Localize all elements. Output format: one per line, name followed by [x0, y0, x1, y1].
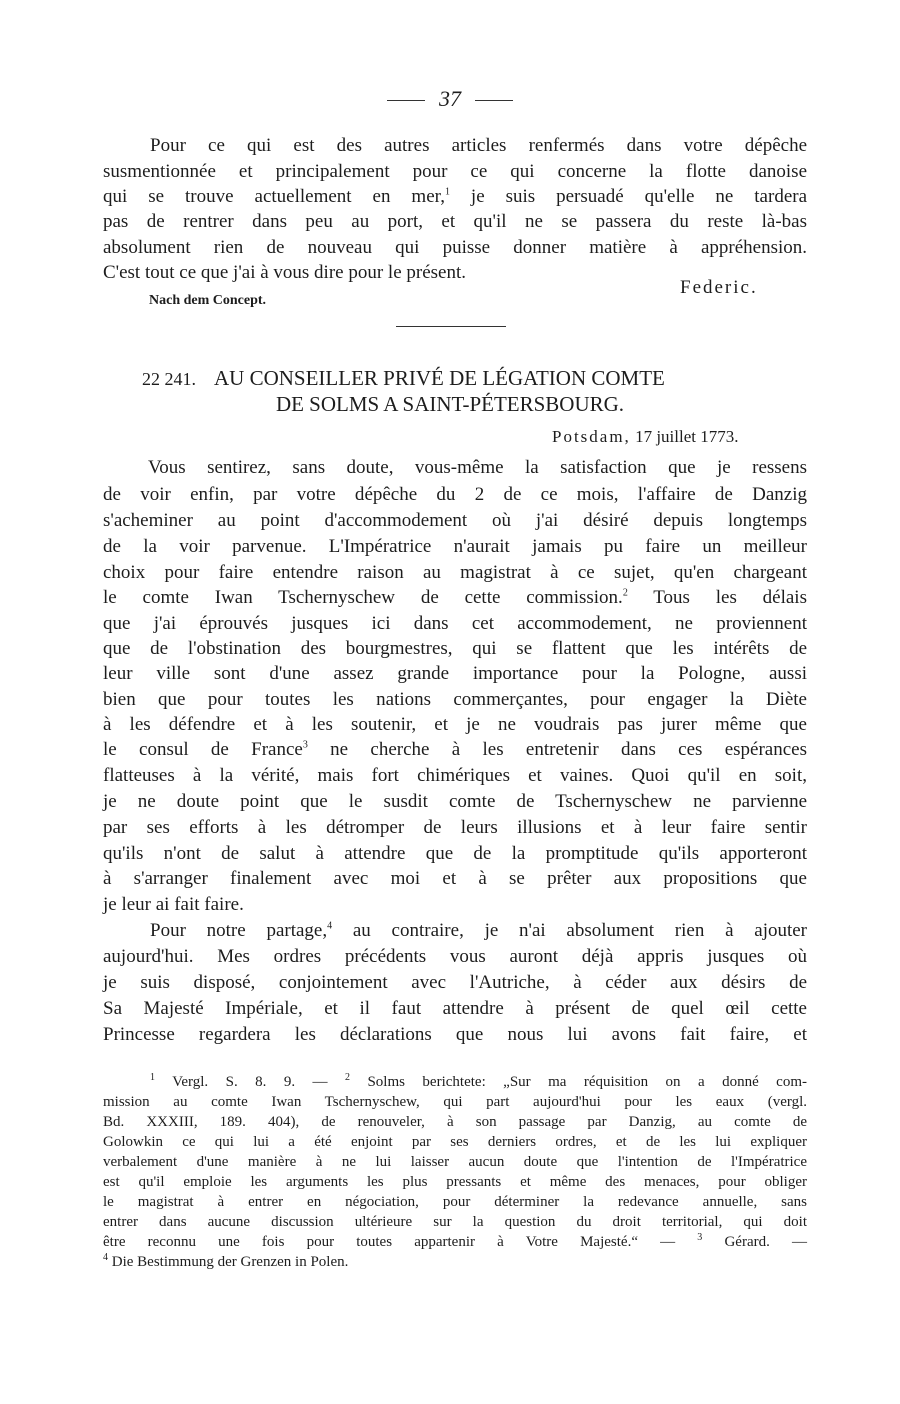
footnote-line: verbalement d'une manière à ne lui laisser aucun doute que l'intention de l'Impératrice — [103, 1154, 807, 1170]
text-line: aujourd'hui. Mes ordres précédents vous auront déjà appris jusques où — [103, 946, 807, 967]
header-dash-right — [475, 100, 513, 101]
text-line: pas de rentrer dans peu au port, et qu'il ne se passera du reste là-bas — [103, 211, 807, 232]
letter-place: Potsdam, — [552, 427, 631, 446]
footnote-line: le magistrat à entrer en négociation, pour déterminer la redevance annuelle, sans — [103, 1194, 807, 1210]
footnote-line: $^1$ Vergl. S. 8. 9. — $^2$ Solms berichtete: „Sur ma réquisition on a donné com- — [150, 1072, 808, 1090]
text-line: flatteuses à la vérité, mais fort chimériques et vaines. Quoi qu'il en soit, — [103, 765, 807, 786]
footnote-line: $^4$ Die Bestimmung der Grenzen in Polen. — [103, 1252, 349, 1270]
text-line: de la voir parvenue. L'Impératrice n'aurait jamais pu faire un meilleur — [103, 536, 807, 557]
text-line: par ses efforts à les détromper de leurs illusions et à leur faire sentir — [103, 817, 807, 838]
letter-number: 22 241. — [142, 369, 196, 389]
text-line: C'est tout ce que j'ai à vous dire pour le présent. — [103, 262, 466, 283]
text-line: bien que pour toutes les nations commerçantes, pour engager la Diète — [103, 689, 807, 710]
text-line: que de l'obstination des bourgmestres, qui se flattent que les intérêts de — [103, 638, 807, 659]
page-number: 37 — [439, 86, 461, 111]
footnote-line: Bd. XXXIII, 189. 404), de renouveler, à son passage par Danzig, au comte de — [103, 1114, 807, 1130]
letter-title-line1: AU CONSEILLER PRIVÉ DE LÉGATION COMTE — [214, 366, 665, 390]
text-line: je leur ai fait faire. — [103, 894, 244, 915]
text-line: choix pour faire entendre raison au magistrat à ce sujet, qu'en chargeant — [103, 562, 807, 583]
text-line: Pour ce qui est des autres articles renfermés dans votre dépêche — [150, 135, 807, 156]
text-line: s'acheminer au point d'accommodement où j'ai désiré depuis longtemps — [103, 510, 807, 531]
footnote-line: mission au comte Iwan Tschernyschew, qui part aujourd'hui pour les eaux (vergl. — [103, 1094, 807, 1110]
letter-title-line2: DE SOLMS A SAINT-PÉTERSBOURG. — [275, 392, 625, 416]
signature: Federic. — [680, 277, 758, 298]
text-line: qu'ils n'ont de salut à attendre que de la promptitude qu'ils apporteront — [103, 843, 807, 864]
letter-heading — [142, 366, 665, 391]
text-line: je suis disposé, conjointement avec l'Autriche, à céder aux désirs de — [103, 972, 807, 993]
text-line: susmentionnée et principalement pour ce qui concerne la flotte danoise — [103, 161, 807, 182]
footnote-mark: 1 — [444, 186, 450, 198]
text-line: Pour notre partage,$^4$ au contraire, je n'ai absolument rien à ajouter — [150, 920, 808, 941]
footnote-line: est qu'il emploie les arguments les plus pressants et même des menaces, pour obliger — [103, 1174, 807, 1190]
text-line: leur ville sont d'une assez grande importance pour la Pologne, aussi — [103, 663, 807, 684]
text-line: de voir enfin, par votre dépêche du 2 de ce mois, l'affaire de Danzig — [103, 484, 807, 505]
text-line: Vous sentirez, sans doute, vous-même la satisfaction que je ressens — [148, 457, 807, 478]
letter-dateline — [552, 427, 738, 447]
text-line: à les défendre et à les soutenir, et je ne voudrais pas jurer même que — [103, 714, 807, 735]
footnote-line: Golowkin ce qui lui a été enjoint par ses derniers ordres, et de les lui expliquer — [103, 1134, 807, 1150]
text-line: Princesse regardera les déclarations que nous lui avons fait faire, et — [103, 1024, 807, 1045]
text-line: le consul de France$^3$ ne cherche à les entretenir dans ces espérances — [103, 739, 807, 760]
footnote-mark: 4 — [327, 920, 333, 932]
footnote-line: entrer dans aucune discussion ultérieure sur la question du droit territorial, qui doit — [103, 1214, 807, 1230]
text-line: le comte Iwan Tschernyschew de cette commission.$^2$ Tous les délais — [103, 587, 807, 608]
footnote-mark: 2 — [622, 587, 628, 599]
text-line: Sa Majesté Impériale, et il faut attendre à présent de quel œil cette — [103, 998, 807, 1019]
source-note: Nach dem Concept. — [149, 293, 267, 308]
page-header — [0, 86, 900, 112]
text-line: que j'ai éprouvés jusques ici dans cet accommodement, ne proviennent — [103, 613, 807, 634]
letter-date: 17 juillet 1773. — [635, 427, 739, 446]
section-divider — [396, 326, 506, 327]
text-line: absolument rien de nouveau qui puisse donner matière à appréhension. — [103, 237, 807, 258]
text-line: je ne doute point que le susdit comte de Tschernyschew ne parvienne — [103, 791, 807, 812]
footnote-line: être reconnu une fois pour toutes appartenir à Votre Majesté.“ — $^3$ Gérard. — — [103, 1232, 807, 1250]
header-dash-left — [387, 100, 425, 101]
text-line: à s'arranger finalement avec moi et à se prêter aux propositions que — [103, 868, 807, 889]
text-line: qui se trouve actuellement en mer,$^1$ je suis persuadé qu'elle ne tardera — [103, 186, 808, 207]
footnote-mark: 3 — [302, 739, 308, 751]
